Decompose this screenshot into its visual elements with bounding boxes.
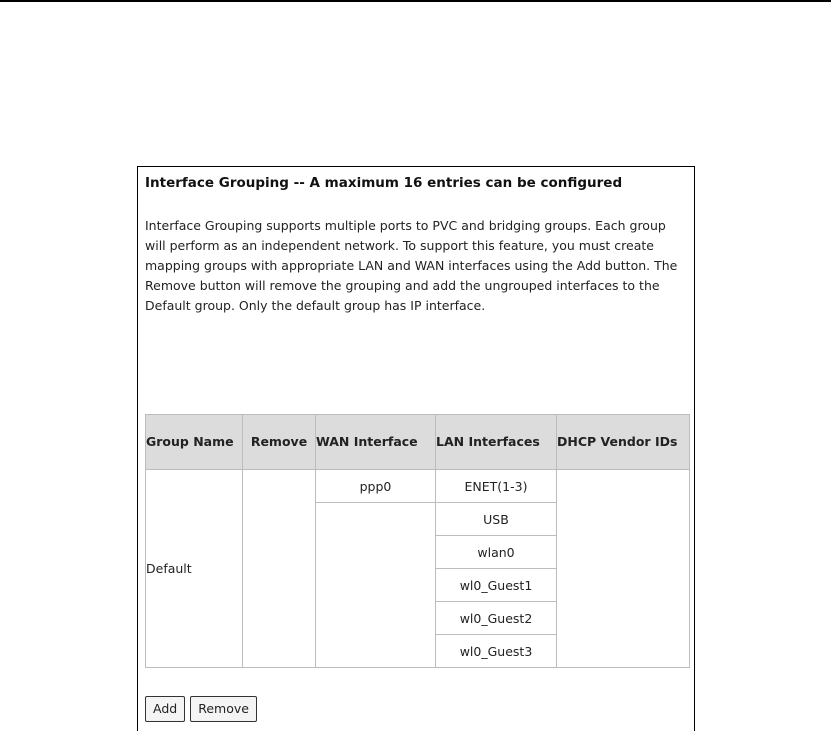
wan-interface-cell: ppp0 bbox=[316, 470, 436, 503]
lan-interface-cell: ENET(1-3) bbox=[436, 470, 557, 503]
wan-interface-empty-cell bbox=[316, 503, 436, 668]
button-row bbox=[145, 696, 262, 722]
panel-title: Interface Grouping -- A maximum 16 entries can be configured bbox=[145, 175, 623, 191]
dhcp-vendor-ids-cell bbox=[557, 470, 690, 668]
interface-grouping-panel bbox=[137, 166, 695, 731]
header-wan-interface: WAN Interface bbox=[316, 415, 436, 470]
remove-button[interactable]: Remove bbox=[190, 696, 257, 722]
lan-interface-cell: wl0_Guest2 bbox=[436, 602, 557, 635]
header-group-name: Group Name bbox=[146, 415, 243, 470]
add-button[interactable]: Add bbox=[145, 696, 185, 722]
group-name-cell: Default bbox=[146, 470, 243, 668]
remove-cell bbox=[243, 470, 316, 668]
header-remove: Remove bbox=[243, 415, 316, 470]
lan-interface-cell: wl0_Guest3 bbox=[436, 635, 557, 668]
table-header-row bbox=[146, 415, 690, 470]
top-divider bbox=[0, 0, 831, 2]
lan-interface-cell: wl0_Guest1 bbox=[436, 569, 557, 602]
header-lan-interfaces: LAN Interfaces bbox=[436, 415, 557, 470]
header-dhcp-vendor-ids: DHCP Vendor IDs bbox=[557, 415, 690, 470]
interface-grouping-table bbox=[145, 414, 690, 668]
lan-interface-cell: wlan0 bbox=[436, 536, 557, 569]
table-row bbox=[146, 470, 690, 503]
lan-interface-cell: USB bbox=[436, 503, 557, 536]
panel-description: Interface Grouping supports multiple ports to PVC and bridging groups. Each group will perform as an independent network. To support this feature, you must create mapping groups with appropriate LAN and WAN interfaces using the Add button. The Remove button will remove the grouping and add the ungrouped interfaces to the Default group. Only the default group has IP interface. bbox=[145, 218, 678, 313]
